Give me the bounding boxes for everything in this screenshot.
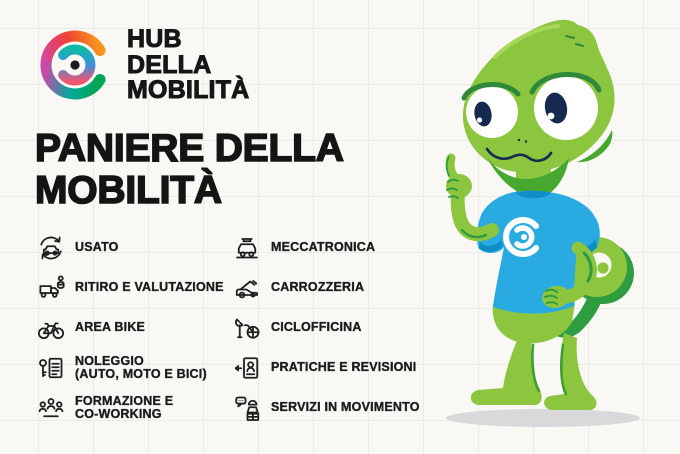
- logo-line-3: MOBILITÀ: [127, 76, 250, 104]
- right-pupil: [542, 91, 569, 125]
- service-pratiche-revisioni: [232, 348, 450, 388]
- service-label: MECCATRONICA: [271, 240, 376, 255]
- mascot-shirt: [477, 191, 600, 314]
- mascot-right-arm: [540, 248, 591, 311]
- service-noleggio: [36, 348, 232, 388]
- mascot-belly: [493, 303, 575, 343]
- services-column-right: [232, 228, 450, 428]
- service-label: SERVIZI IN MOVIMENTO: [271, 400, 420, 415]
- car-roof-rack-icon: [232, 233, 262, 263]
- wrench-bike-icon: [232, 313, 262, 343]
- service-label: RITIRO E VALUTAZIONE: [75, 280, 224, 295]
- service-label: FORMAZIONE E: [75, 393, 174, 408]
- rental-key-contract-icon: [36, 353, 66, 383]
- left-pupil: [472, 100, 493, 128]
- service-label: NOLEGGIO: [75, 353, 144, 368]
- logo-line-1: HUB: [127, 25, 182, 53]
- mouth: [487, 149, 551, 161]
- used-car-exchange-icon: [36, 233, 66, 263]
- service-label: CARROZZERIA: [271, 280, 365, 295]
- people-coworking-icon: [36, 393, 66, 423]
- service-servizi-in-movimento: [232, 388, 450, 428]
- title-line-2: MOBILITÀ: [35, 169, 222, 212]
- tow-truck-valuation-icon: [36, 273, 66, 303]
- service-ritiro-e-valutazione: [36, 268, 232, 308]
- mascot-head: [463, 20, 615, 200]
- left-eyebrow: [464, 85, 518, 98]
- page-title: [35, 128, 344, 212]
- right-eyebrow: [532, 74, 599, 92]
- left-eye: [466, 86, 518, 138]
- service-label: CICLOFFICINA: [271, 320, 362, 335]
- hub-spiral-logo-icon: [37, 27, 113, 103]
- header: [37, 27, 249, 104]
- car-open-hood-icon: [232, 273, 262, 303]
- service-label-2: (AUTO, MOTO E BICI): [75, 367, 207, 381]
- mascot-neck: [516, 168, 551, 200]
- mascot-face: [464, 74, 599, 160]
- service-usato: [36, 228, 232, 268]
- service-label: USATO: [75, 240, 119, 255]
- service-label: AREA BIKE: [75, 320, 146, 335]
- mascot-shadow: [446, 409, 640, 427]
- service-label: PRATICHE E REVISIONI: [271, 360, 417, 375]
- service-ciclofficina: [232, 308, 450, 348]
- shirt-hub-logo: [506, 220, 536, 254]
- title-line-1: PANIERE DELLA: [35, 127, 344, 170]
- bicycle-icon: [36, 313, 66, 343]
- service-formazione-coworking: [36, 388, 232, 428]
- service-carrozzeria: [232, 268, 450, 308]
- logo-line-2: DELLA: [127, 50, 212, 79]
- service-area-bike: [36, 308, 232, 348]
- services-column-left: [36, 228, 232, 428]
- logo-wordmark: [127, 27, 249, 104]
- mascot-tail: [546, 237, 634, 338]
- service-label-2: CO-WORKING: [75, 407, 162, 421]
- id-document-hand-icon: [232, 353, 262, 383]
- mascot-thumbs-up-arm: [446, 157, 492, 237]
- right-eye: [534, 76, 598, 140]
- service-meccatronica: [232, 228, 450, 268]
- mascot-legs: [471, 333, 597, 410]
- courier-parcels-icon: [232, 393, 262, 423]
